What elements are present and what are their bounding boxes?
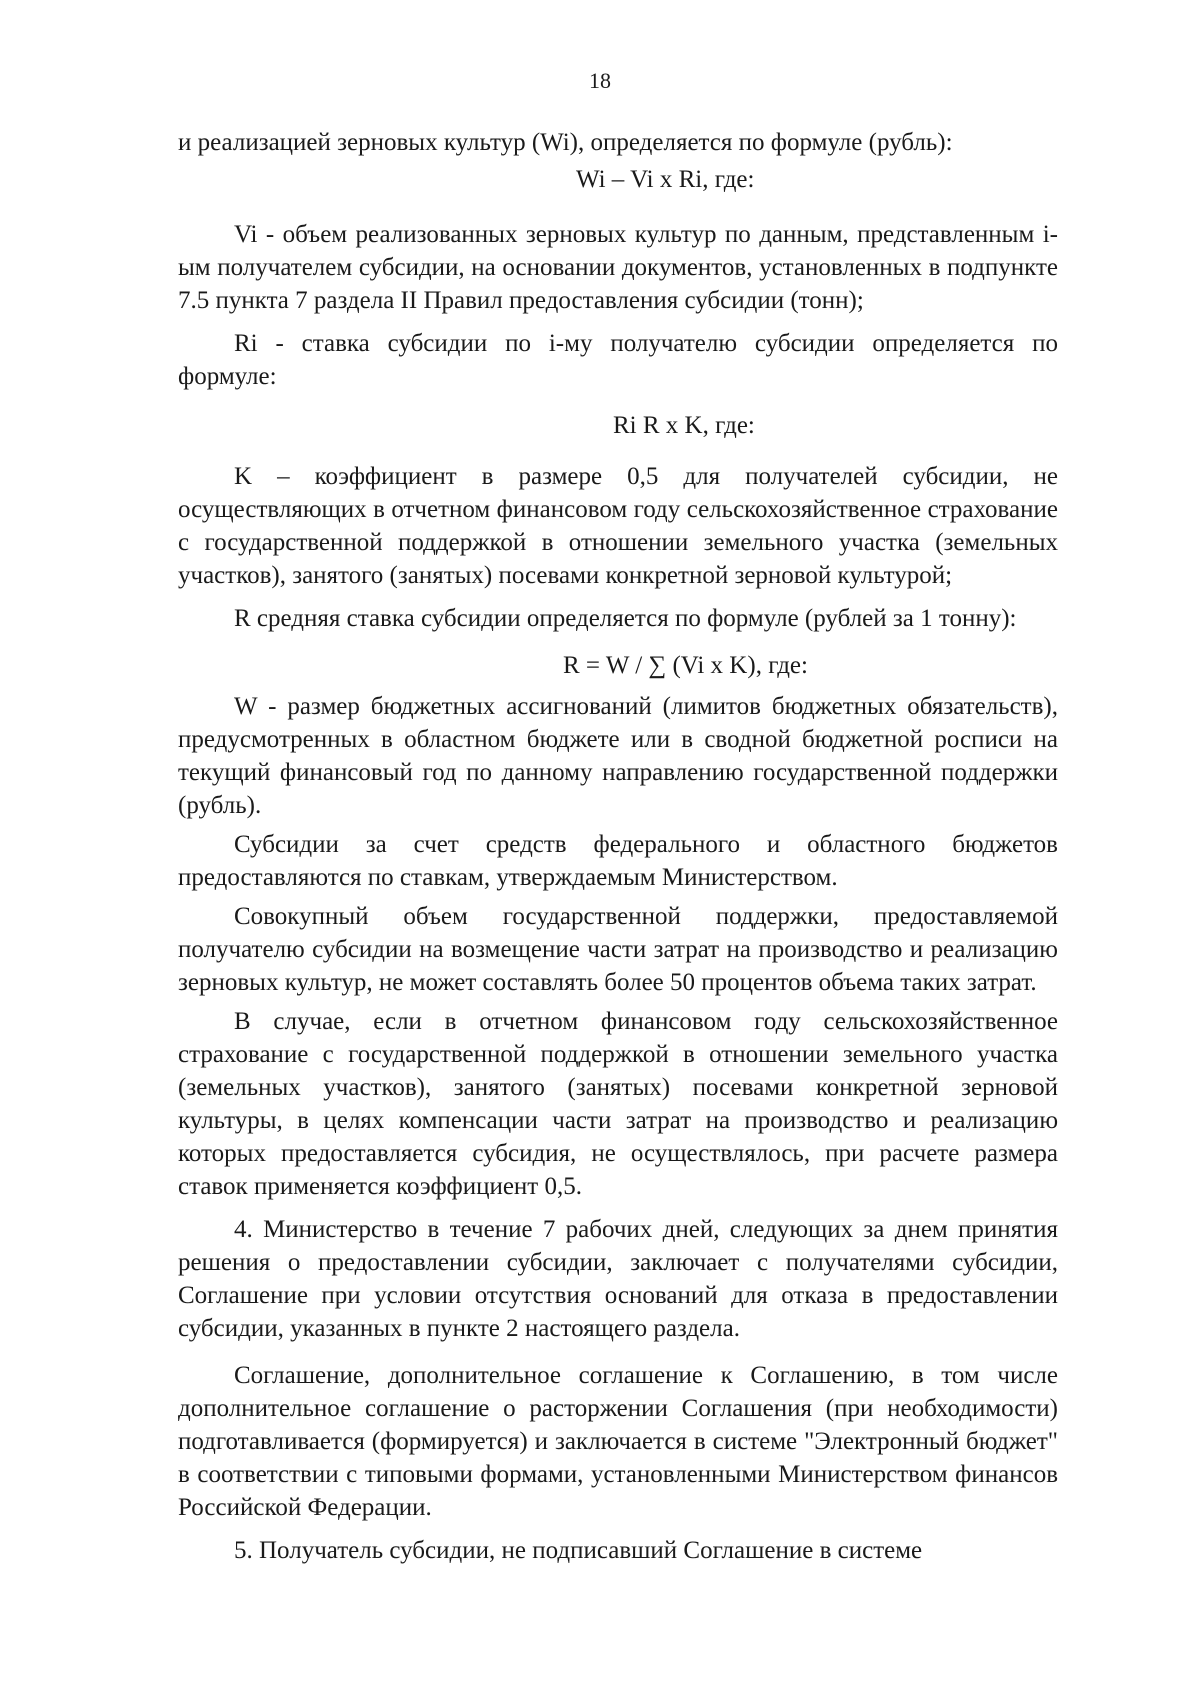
paragraph-continuation: и реализацией зерновых культур (Wi), определяется по формуле (рубль): — [178, 129, 953, 156]
paragraph-support-limit: Совокупный объем государственной поддержки, предоставляемой получателю субсидии на возмещение части затрат на производство и реализацию зерновых культур, не может составлять более 50 процентов объема таких затрат. — [178, 903, 1058, 996]
paragraph-agreement-system: Соглашение, дополнительное соглашение к Соглашению, в том числе дополнительное соглашение о расторжении Соглашения (при необходимости) подготавливается (формируется) и заключается в системе "Электронный бюджет" в соответствии с типовыми формами, установленными Министерством финансов Российской Федерации. — [178, 1362, 1058, 1521]
paragraph-ri-definition: Ri - ставка субсидии по i-му получателю субсидии определяется по формуле: — [178, 330, 1058, 390]
paragraph-insurance-case: В случае, если в отчетном финансовом году сельскохозяйственное страхование с государственной поддержкой в отношении земельного участка (земельных участков), занятого (занятых) посевами конкретной зерновой культуры, в целях компенсации части затрат на производство и реализацию которых предоставляется субсидия, не осуществлялось, при расчете размера ставок применяется коэффициент 0,5. — [178, 1008, 1058, 1200]
document-body — [178, 126, 1058, 1567]
paragraph-clause-4: 4. Министерство в течение 7 рабочих дней, следующих за днем принятия решения о предоставлении субсидии, заключает с получателями субсидии, Соглашение при условии отсутствия оснований для отказа в предоставлении субсидии, указанных в пункте 2 настоящего раздела. — [178, 1216, 1058, 1342]
paragraph-vi-definition: Vi - объем реализованных зерновых культур по данным, представленным i-ым получателем субсидии, на основании документов, установленных в подпункте 7.5 пункта 7 раздела II Правил предоставления субсидии (тонн); — [178, 221, 1058, 314]
formula-ri: Ri R x K, где: — [613, 412, 755, 439]
page-number: 18 — [589, 68, 611, 93]
paragraph-r-definition: R средняя ставка субсидии определяется по формуле (рублей за 1 тонну): — [234, 605, 1017, 632]
paragraph-k-definition: K – коэффициент в размере 0,5 для получателей субсидии, не осуществляющих в отчетном финансовом году сельскохозяйственное страхование с государственной поддержкой в отношении земельного участка (земельных участков), занятого (занятых) посевами конкретной зерновой культурой; — [178, 463, 1058, 589]
paragraph-clause-5: 5. Получатель субсидии, не подписавший Соглашение в системе — [234, 1537, 923, 1564]
formula-wi: Wi – Vi x Ri, где: — [576, 166, 755, 193]
paragraph-subsidy-rates: Субсидии за счет средств федерального и областного бюджетов предоставляются по ставкам, утверждаемым Министерством. — [178, 831, 1058, 891]
formula-r: R = W / ∑ (Vi x K), где: — [563, 652, 808, 679]
paragraph-w-definition: W - размер бюджетных ассигнований (лимитов бюджетных обязательств), предусмотренных в областном бюджете или в сводной бюджетной росписи на текущий финансовый год по данному направлению государственной поддержки (рубль). — [178, 693, 1058, 819]
